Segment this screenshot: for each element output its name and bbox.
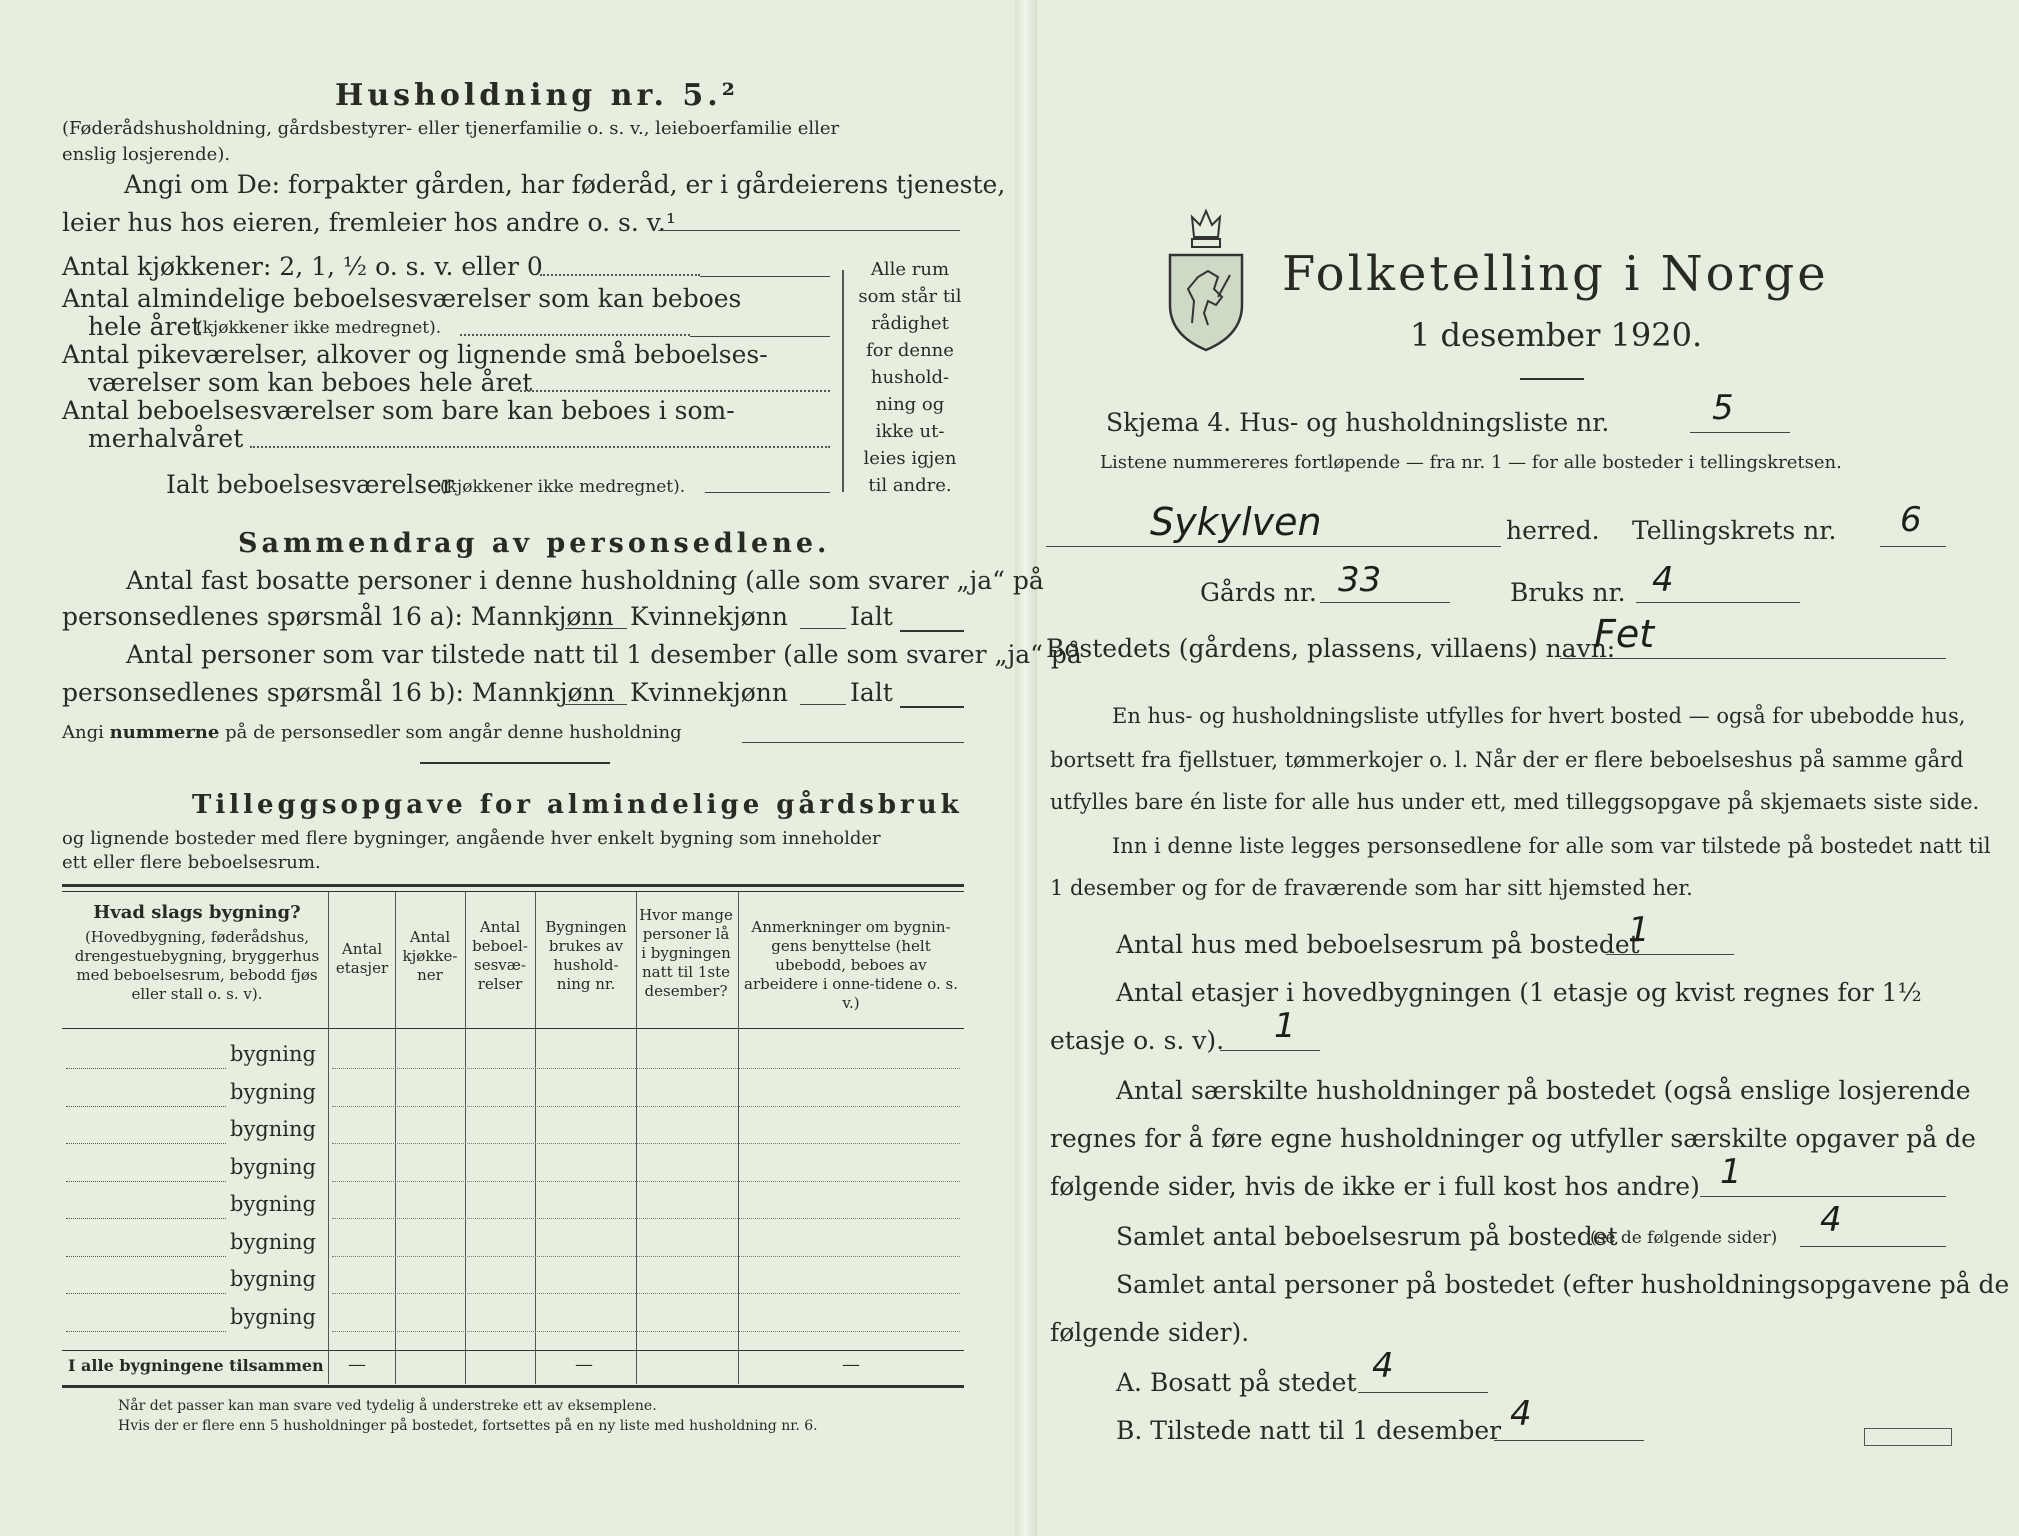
q-hus-value: 1 [1628,910,1650,950]
table-bottom-rule [62,1385,964,1388]
summary-total-line-1 [900,630,964,632]
census-title: Folketelling i Norge [1282,246,1829,302]
table-row [332,1256,960,1257]
rooms-dots [460,334,690,336]
rooms-total-answer [705,492,830,493]
q-etasjer-line-1: Antal etasjer i hovedbygningen (1 etasje og kvist regnes for 1½ [1116,978,1922,1007]
q-hus-label: Antal hus med beboelsesrum på bostedet [1116,930,1640,959]
q-rum-line [1800,1246,1946,1247]
summary-line-4: personsedlenes spørsmål 16 b): Mannkjønn [62,678,615,707]
summer-rooms-dots [250,446,830,448]
summary-female-line-2 [800,704,846,705]
instruction-line-2: bortsett fra fjellstuer, tømmerkojer o. l. Når der er flere beboelseshus på samme gård [1050,748,1964,772]
gards-value: 33 [1338,560,1382,600]
question-line-1: Angi om De: forpakter gården, har føderåd, er i gårdeierens tjeneste, [124,170,1006,199]
table-row [332,1106,960,1107]
rooms-note: (kjøkkener ikke medregnet). [196,318,442,338]
table-total-mark: — [575,1354,593,1375]
bracket-note-line: ning og [875,394,945,415]
rooms-total-label: Ialt beboelsesværelser [166,470,454,499]
table-total-label: I alle bygningene tilsammen [68,1356,324,1375]
summary-male-line-2 [565,704,627,705]
table-row-line [66,1218,226,1219]
table-row-line [66,1181,226,1182]
table-header-vaerelser: Antal beboel-sesvæ-relser [472,918,528,993]
table-row-label: bygning [230,1117,316,1141]
instruction-line-3: utfylles bare én liste for alle hus under ett, med tilleggsopgave på skjemaets siste side. [1050,790,1980,814]
summary-female-1: Kvinnekjønn [630,602,788,631]
bracket-note-line: som står til [858,286,962,307]
household-intro-2: enslig losjerende). [62,144,231,165]
table-row-label: bygning [230,1079,316,1104]
q-hush-value: 1 [1720,1152,1742,1192]
numbers-answer [742,742,964,743]
table-col-line [328,892,329,1384]
question-answer-line [658,230,960,231]
q-rum-label: Samlet antal beboelsesrum på bostedet [1116,1222,1618,1251]
table-row-label: bygning [230,1042,316,1066]
q-etasjer-value: 1 [1274,1006,1296,1046]
kitchens-answer [700,276,830,277]
question-line-2: leier hus hos eieren, fremleier hos andre o. s. v.¹ [62,208,676,237]
table-col0-sub: (Hovedbygning, føderådshus, drengestuebygning, bryggerhus med beboelsesrum, bebodd fjøs eller stall o. s. v). [74,928,320,1003]
table-row [332,1143,960,1144]
table-header-rule [62,1028,964,1029]
table-header-anmerkninger: Anmerkninger om bygnin-gens benyttelse (helt ubebodd, beboes av arbeidere i onne-tidene o. s. v.) [744,918,958,1012]
bracket-note-line: rådighet [871,313,949,334]
q-pers-line-2: følgende sider). [1050,1318,1250,1347]
table-row [332,1218,960,1219]
numbers-suffix: på de personsedler som angår denne husholdning [225,722,682,743]
maid-rooms-dots [520,390,830,392]
table-row-label: bygning [230,1154,316,1179]
bruks-line [1636,602,1800,603]
table-header-etasjer: Antal etasjer [335,940,389,977]
krets-label: Tellingskrets nr. [1632,516,1837,545]
q-pers-line-1: Samlet antal personer på bostedet (efter husholdningsopgavene på de [1116,1270,2010,1299]
q-hush-line-1: Antal særskilte husholdninger på bostedet (også enslige losjerende [1116,1076,1971,1105]
table-col0-title: Hvad slags bygning? [93,902,301,923]
kitchens-label: Antal kjøkkener: 2, 1, ½ o. s. v. eller 0 [62,252,543,281]
table-row-label: bygning [230,1267,316,1291]
maid-rooms-label-2: værelser som kan beboes hele året [88,368,533,397]
table-row [332,1293,960,1294]
census-date: 1 desember 1920. [1410,316,1703,354]
table-row-label: bygning [230,1192,316,1216]
summary-female-2: Kvinnekjønn [630,678,788,707]
table-col-line [535,892,536,1384]
footnote-1: Når det passer kan man svare ved tydelig å understreke ett av eksemplene. [118,1398,657,1414]
table-total-mark: — [348,1354,366,1375]
krets-line [1880,546,1946,547]
table-col-line [465,892,466,1384]
title-divider [1520,378,1584,380]
table-row-line [66,1106,226,1107]
schema-label: Skjema 4. Hus- og husholdningsliste nr. [1106,408,1610,437]
herred-label: herred. [1506,516,1600,545]
table-header-kjokkener: Antal kjøkke-ner [402,928,458,984]
instruction-line-5: 1 desember og for de fraværende som har sitt hjemsted her. [1050,876,1693,900]
summary-total-line-2 [900,706,964,708]
bracket-note-line: hushold- [870,367,950,388]
table-row-label: bygning [230,1304,316,1329]
b-value: 4 [1510,1394,1532,1434]
q-hush-line-3: følgende sider, hvis de ikke er i full kost hos andre) [1050,1172,1700,1201]
summary-female-line-1 [800,628,846,629]
summary-line-2: personsedlenes spørsmål 16 a): Mannkjønn [62,602,614,631]
section-divider [420,762,610,764]
instruction-line-4: Inn i denne liste legges personsedlene for alle som var tilstede på bostedet natt til [1112,834,1991,858]
rooms-total-note: (kjøkkener ikke medregnet). [440,477,686,497]
norway-coat-of-arms-icon [1164,205,1248,355]
a-label: A. Bosatt på stedet [1116,1368,1357,1397]
maid-rooms-label-1: Antal pikeværelser, alkover og lignende små beboelses- [62,340,768,369]
gards-line [1320,602,1450,603]
extra-intro-2: ett eller flere beboelsesrum. [62,852,321,873]
table-top-rule-2 [62,891,964,892]
numbers-prefix: Angi [62,722,104,743]
bosted-label: Bostedets (gårdens, plassens, villaens) navn: [1046,634,1616,663]
q-rum-value: 4 [1820,1200,1842,1240]
extra-title: Tilleggsopgave for almindelige gårdsbruk [192,790,963,820]
household-title: Husholdning nr. 5.² [335,78,739,113]
table-row [332,1068,960,1069]
q-hush-line [1700,1196,1946,1197]
bracket-note-line: for denne [866,340,954,361]
rooms-answer [690,336,830,337]
schema-value: 5 [1712,388,1734,428]
bosted-line [1560,658,1946,659]
household-intro-1: (Føderådshusholdning, gårdsbestyrer- eller tjenerfamilie o. s. v., leieboerfamilie eller [62,118,840,139]
printer-stamp [1864,1428,1952,1446]
table-row-line [66,1068,226,1069]
numbers-bold: nummerne [109,722,220,743]
summary-total-1: Ialt [850,602,893,631]
summary-total-2: Ialt [850,678,893,707]
q-etasjer-line-2: etasje o. s. v). [1050,1026,1225,1055]
summary-line-1: Antal fast bosatte personer i denne husholdning (alle som svarer „ja“ på [126,566,1044,595]
table-header-personer: Hvor mange personer lå i bygningen natt til 1ste desember? [639,906,733,1000]
summer-rooms-label-2: merhalvåret [88,424,244,453]
bracket-note-line: Alle rum [870,259,950,280]
table-col-line [636,892,637,1384]
footnote-2: Hvis der er flere enn 5 husholdninger på bostedet, fortsettes på en ny liste med husholdning nr. 6. [118,1418,818,1434]
bracket-note-line: til andre. [868,475,952,496]
summary-line-3: Antal personer som var tilstede natt til 1 desember (alle som svarer „ja“ på [126,640,1082,669]
summary-title: Sammendrag av personsedlene. [238,528,831,559]
q-hush-line-2: regnes for å føre egne husholdninger og utfyller særskilte opgaver på de [1050,1124,1976,1153]
a-value: 4 [1372,1346,1394,1386]
table-row-line [66,1293,226,1294]
table-col-line [395,892,396,1384]
table-total-mark: — [842,1354,860,1375]
bracket-note-line: leies igjen [863,448,957,469]
table-row-line [66,1143,226,1144]
q-rum-note: (se de følgende sider) [1590,1228,1778,1248]
q-hus-line [1606,954,1734,955]
rooms-label-2: hele året [88,312,202,341]
rooms-label-1: Antal almindelige beboelsesværelser som kan beboes [62,284,742,313]
bracket-note [858,256,962,499]
table-col-line [738,892,739,1384]
summary-male-line-1 [565,628,627,629]
bruks-value: 4 [1652,560,1674,600]
schema-line [1690,432,1790,433]
gards-label: Gårds nr. [1200,578,1317,607]
bracket-note-line: ikke ut- [875,421,945,442]
b-line [1494,1440,1644,1441]
table-row [332,1181,960,1182]
herred-line [1046,546,1501,547]
b-label: B. Tilstede natt til 1 desember [1116,1416,1502,1445]
summer-rooms-label-1: Antal beboelsesværelser som bare kan beboes i som- [62,396,735,425]
instruction-line-1: En hus- og husholdningsliste utfylles for hvert bosted — også for ubebodde hus, [1112,704,1966,728]
numbering-note: Listene nummereres fortløpende — fra nr. 1 — for alle bosteder i tellingskretsen. [1100,452,1842,473]
bruks-label: Bruks nr. [1510,578,1626,607]
table-row-line [66,1331,226,1332]
bracket-line [842,270,844,492]
bosted-value: Fet [1594,612,1655,656]
q-etasjer-line [1220,1050,1320,1051]
table-body-rule [62,1350,964,1351]
kitchens-dots [540,274,700,276]
numbers-line [62,722,682,743]
table-header-husholdning: Bygningen brukes av hushold-ning nr. [545,918,627,993]
page-fold [1015,0,1037,1536]
extra-intro-1: og lignende bosteder med flere bygninger, angående hver enkelt bygning som inneholder [62,828,881,849]
krets-value: 6 [1900,500,1922,540]
table-row-label: bygning [230,1229,316,1254]
herred-value: Sykylven [1150,500,1322,544]
table-top-rule [62,884,964,887]
table-row-line [66,1256,226,1257]
a-line [1358,1392,1488,1393]
table-row [332,1331,960,1332]
